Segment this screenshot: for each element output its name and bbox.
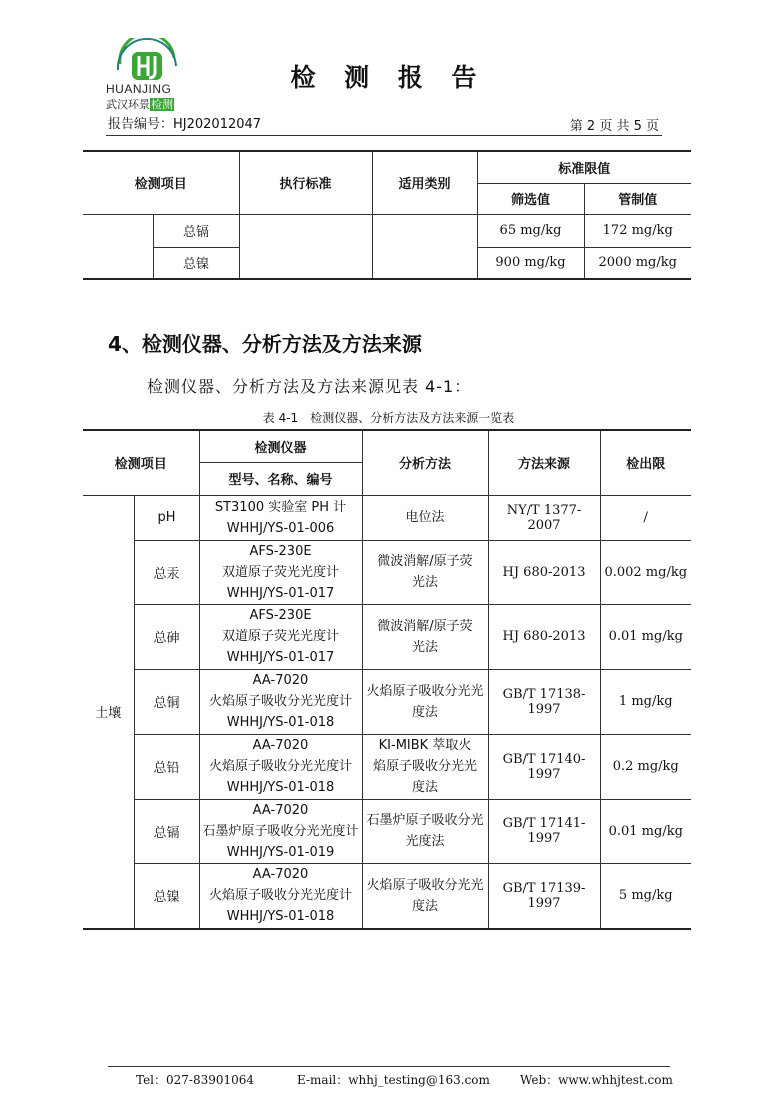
param-cell: 总砷 (134, 604, 199, 669)
limit-cell: 0.002 mg/kg (600, 540, 691, 604)
limit-cell: 5 mg/kg (600, 863, 691, 929)
source-cell: GB/T 17138-1997 (488, 669, 600, 734)
cell-line: WHHJ/YS-01-018 (226, 715, 335, 730)
cell-line: 火焰原子吸收分光光度计 (208, 888, 352, 904)
instrument-cell (199, 669, 362, 734)
method-cell (362, 799, 488, 863)
limit-cell: 0.01 mg/kg (600, 799, 691, 863)
intro-text: 检测仪器、分析方法及方法来源见表 4-1： (147, 377, 472, 396)
header-item: 检测项目 (83, 151, 239, 214)
standard-cell (239, 214, 372, 279)
cell-line: 光法 (411, 639, 438, 655)
source-cell: HJ 680-2013 (488, 604, 600, 669)
header-divider (106, 135, 662, 136)
cell-line: 微波消解/原子荧 (377, 618, 473, 634)
cell-line: WHHJ/YS-01-019 (226, 844, 335, 860)
cell-line: 焰原子吸收分光光 (372, 759, 477, 774)
method-cell (362, 540, 488, 604)
instrument-cell (199, 495, 362, 540)
limit-cell: 0.2 mg/kg (600, 734, 691, 799)
cell-line: WHHJ/YS-01-018 (226, 909, 335, 925)
cell-line: 双道原子荧光光度计 (221, 564, 339, 580)
cell-line: 微波消解/原子荧 (377, 554, 473, 569)
screening-cell: 65 mg/kg (477, 214, 584, 247)
footer-tel: Tel：027-83901064 (136, 1073, 255, 1087)
instrument-cell (199, 734, 362, 799)
table-row (83, 604, 691, 669)
method-cell (362, 604, 488, 669)
cell-line: AA-7020 (252, 738, 309, 753)
param-cell: 总镍 (153, 247, 239, 279)
footer-email: E-mail：whhj_testing@163.com (297, 1073, 490, 1087)
matrix-cell: 土壤 (83, 495, 134, 929)
header-method: 分析方法 (362, 430, 488, 495)
cell-line: 双道原子荧光光度计 (221, 629, 339, 644)
cell-line: 度法 (411, 704, 438, 720)
header-instrument-sub: 型号、名称、编号 (199, 462, 362, 495)
matrix-cell (83, 214, 153, 279)
header-item: 检测项目 (83, 430, 199, 495)
instrument-cell (199, 799, 362, 863)
cell-line: KI-MIBK 萃取火 (378, 738, 472, 753)
report-number: 报告编号：HJ202012047 (108, 117, 262, 132)
header-category: 适用类别 (372, 151, 477, 214)
header-standard: 执行标准 (239, 151, 372, 214)
limit-cell: 0.01 mg/kg (600, 604, 691, 669)
cell-line: 度法 (411, 898, 438, 914)
param-cell: pH (134, 495, 199, 540)
cell-line: WHHJ/YS-01-018 (226, 780, 335, 795)
cell-line: 电位法 (405, 510, 445, 525)
table-row (83, 799, 691, 863)
control-cell: 2000 mg/kg (584, 247, 691, 279)
table-row (83, 540, 691, 604)
section-heading: 4、检测仪器、分析方法及方法来源 (108, 332, 422, 356)
instrument-cell (199, 604, 362, 669)
instrument-cell (199, 540, 362, 604)
table-row (83, 495, 691, 540)
source-cell: HJ 680-2013 (488, 540, 600, 604)
limit-cell: 1 mg/kg (600, 669, 691, 734)
header-limit: 标准限值 (477, 151, 691, 183)
param-cell: 总汞 (134, 540, 199, 604)
cell-line: 火焰原子吸收分光光度计 (208, 759, 352, 774)
param-cell: 总镉 (134, 799, 199, 863)
header-screening: 筛选值 (477, 183, 584, 214)
cell-line: 石墨炉原子吸收分光光度计 (202, 823, 359, 839)
table-row (83, 734, 691, 799)
standards-limits-table (83, 150, 691, 280)
cell-line: AA-7020 (252, 802, 309, 818)
cell-line: AFS-230E (249, 543, 312, 559)
cell-line: 火焰原子吸收分光光 (366, 683, 484, 699)
screening-cell: 900 mg/kg (477, 247, 584, 279)
method-cell (362, 669, 488, 734)
table-caption: 表 4-1 检测仪器、分析方法及方法来源一览表 (262, 411, 515, 425)
source-cell: GB/T 17139-1997 (488, 863, 600, 929)
cell-line: 火焰原子吸收分光光度计 (208, 694, 352, 709)
cell-line: WHHJ/YS-01-006 (226, 520, 335, 536)
cell-line: 度法 (411, 780, 438, 795)
instrument-cell (199, 863, 362, 929)
cell-line: AFS-230E (249, 608, 312, 623)
table-row (83, 863, 691, 929)
method-cell (362, 863, 488, 929)
header-limit: 检出限 (600, 430, 691, 495)
cell-line: AA-7020 (252, 673, 309, 688)
method-cell (362, 495, 488, 540)
footer-divider (108, 1066, 670, 1067)
category-cell (372, 214, 477, 279)
cell-line: 石墨炉原子吸收分光 (366, 813, 484, 828)
param-cell: 总铅 (134, 734, 199, 799)
param-cell: 总镍 (134, 863, 199, 929)
source-cell: GB/T 17140-1997 (488, 734, 600, 799)
control-cell: 172 mg/kg (584, 214, 691, 247)
methods-table (83, 429, 691, 930)
cell-line: 光法 (411, 575, 438, 590)
table-row (83, 669, 691, 734)
cell-line: 光度法 (405, 834, 445, 849)
cell-line: ST3100 实验室 PH 计 (214, 499, 347, 515)
table-row (83, 214, 691, 247)
footer-web: Web：www.whhjtest.com (520, 1073, 673, 1087)
source-cell: NY/T 1377-2007 (488, 495, 600, 540)
cell-line: WHHJ/YS-01-017 (226, 650, 335, 665)
source-cell: GB/T 17141-1997 (488, 799, 600, 863)
header-control: 管制值 (584, 183, 691, 214)
header-source: 方法来源 (488, 430, 600, 495)
logo-chinese-name: 武汉环景检测 (106, 98, 173, 111)
header-instrument: 检测仪器 (199, 430, 362, 462)
cell-line: 火焰原子吸收分光光 (366, 877, 484, 893)
page-info: 第 2 页 共 5 页 (569, 119, 659, 134)
logo-wordmark: HUANJING (106, 82, 172, 96)
method-cell (362, 734, 488, 799)
param-cell: 总镉 (153, 214, 239, 247)
cell-line: AA-7020 (252, 867, 309, 883)
cell-line: WHHJ/YS-01-017 (226, 585, 335, 601)
limit-cell: / (600, 495, 691, 540)
param-cell: 总铜 (134, 669, 199, 734)
document-title: 检 测 报 告 (290, 63, 487, 92)
